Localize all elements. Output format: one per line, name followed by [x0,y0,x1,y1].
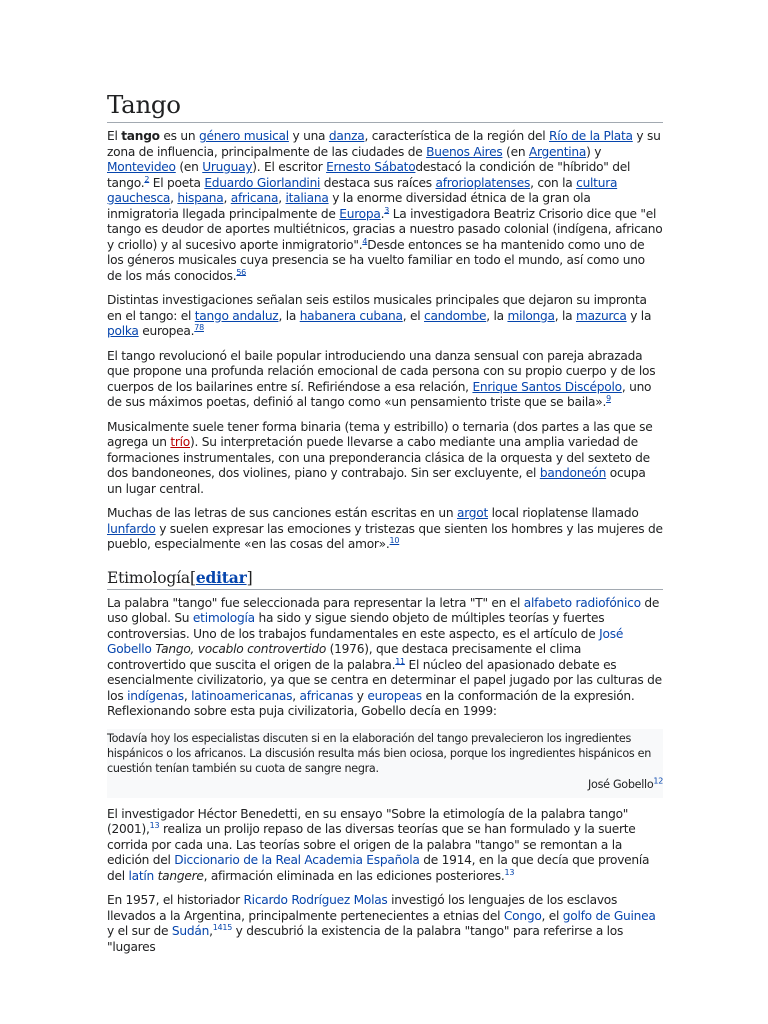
link-candombe[interactable]: candombe [424,308,487,323]
link-europeas[interactable]: europeas [367,688,422,703]
link-afrorioplatenses[interactable]: afrorioplatenses [435,175,531,190]
reference-link[interactable]: 78 [194,322,204,332]
link-eduardo-giorlandini[interactable]: Eduardo Giorlandini [204,175,321,190]
quote-attribution: José Gobello$^{12}$ [588,775,663,791]
link-ricardo-rodriguez-molas[interactable]: Ricardo Rodríguez Molas [243,893,388,907]
link-alfabeto-radiofonico[interactable]: alfabeto radiofónico [523,595,641,610]
etymology-paragraph-1: La palabra "tango" fue seleccionada para representar la letra "T" en el alfabeto radiofónico de uso global. Su etimología ha sido y sigue siendo objeto de múltiples teorías y fuertes controversias. Uno de los trabajos fundamentales en este aspecto, es el artículo de José Gobello Tango, vocablo controvertido (1976), que destaca precisamente el clima controvertido que suscita el origen de la palabra.$^{11}$ El núcleo del apasionado debate es esencialmente civilizatorio, ya que se centra en determinar el papel jugado por las culturas de los indígenas, latinoamericanas, africanas y europeas en la conformación de la expresión. Reflexionando sobre esta puja civilizatoria, Gobello decía en 1999: [107,595,662,718]
form-paragraph: Musicalmente suele tener forma binaria (tema y estribillo) o ternaria (dos partes a las que se agrega un trío). Su interpretación puede llevarse a cabo mediante una amplia variedad de formaciones instrumentales, con una preponderancia clásica de la orquesta y del sexteto de dos bandoneones, dos violines, piano y contrabajo. Sin ser excluyente, el bandoneón ocupa un lugar central. [107,419,653,496]
link-montevideo[interactable]: Montevideo [107,160,176,174]
link-cultura-gauchesca[interactable]: cultura gauchesca [107,175,618,205]
edit-section-link[interactable]: editar [195,567,247,587]
link-uruguay[interactable]: Uruguay [202,160,253,174]
reference-link[interactable]: 10 [389,535,400,545]
reference-link[interactable]: 1415 [212,922,233,932]
reference-link[interactable]: 11 [395,656,405,666]
etymology-paragraph-3: En 1957, el historiador Ricardo Rodríguez Molas investigó los lenguajes de los esclavos llevados a la Argentina, principalmente pertenecientes a etnias del Congo, el golfo de Guinea y el sur de Sudán,$^{1415}$ y descubrió la existencia de la palabra "tango" para referirse a los "lugares [107,893,656,954]
link-golfo-de-guinea[interactable]: golfo de Guinea [562,908,656,923]
link-habanera-cubana[interactable]: habanera cubana [299,308,403,323]
link-danza[interactable]: danza [328,129,365,143]
link-italiana[interactable]: italiana [285,191,329,205]
reference-link[interactable]: 13 [149,820,160,830]
link-polka[interactable]: polka [107,324,139,338]
link-etimologia[interactable]: etimología [192,611,255,625]
link-bandoneon[interactable]: bandoneón [539,466,607,480]
reference-link[interactable]: 13 [504,867,515,877]
link-jose-gobello[interactable]: José Gobello [107,626,624,656]
link-lunfardo[interactable]: lunfardo [107,521,156,536]
intro-paragraph: El tango es un género musical y una danza, característica de la región del Río de la Plata y su zona de influencia, principalmente de las ciudades de Buenos Aires (en Argentina) y Montevideo (en Uruguay). El escritor Ernesto Sábatodestacó la condición de "híbrido" del tango.$^2$ El poeta Eduardo Giorlandini destaca sus raíces afrorioplatenses, con la cultura gauchesca, hispana, africana, italiana y la enorme diversidad étnica de la gran ola inmigratoria llegada principalmente de Europa.$^3$ La investigadora Beatriz Crisorio dice que "el tango es deudor de aportes multiétnicos, gracias a nuestro pasado colonial (indígena, africano y criollo) y al sucesivo aporte inmigratorio".$^4$Desde entonces se ha mantenido como uno de los géneros musicales cuya presencia se ha vuelto familiar en todo el mundo, así como uno de los más conocidos.$^{56}$ [107,129,663,283]
page-title: Tango [107,88,663,123]
link-ernesto-sabato[interactable]: Ernesto Sábato [326,160,416,174]
reference-link[interactable]: 3 [384,205,390,215]
reference-link[interactable]: 56 [236,267,247,277]
quote-text: Todavía hoy los especialistas discuten si en la elaboración del tango prevalecieron los ingredientes hispánicos o los africanos. La discusión resulta más bien ociosa, porque los ingredientes hispánicos en cuestión tenían también su cuota de sangre negra. [107,731,652,775]
article [107,88,663,964]
lyrics-paragraph: Muchas de las letras de sus canciones están escritas en un argot local rioplatense llamado lunfardo y suelen expresar las emociones y tristezas que sienten los hombres y las mujeres de pueblo, especialmente «en las cosas del amor».$^{10}$ [107,506,663,551]
section-heading-etimologia: Etimología[editar] [107,567,663,590]
link-enrique-santos-discepolo[interactable]: Enrique Santos Discépolo [472,379,622,394]
link-africanas[interactable]: africanas [299,688,354,703]
link-diccionario-rae[interactable]: Diccionario de la Real Academia Española [174,853,420,867]
link-indigenas[interactable]: indígenas [127,688,184,703]
reference-link[interactable]: 4 [362,236,368,246]
reference-link[interactable]: 9 [606,393,611,403]
dance-paragraph: El tango revolucionó el baile popular introduciendo una danza sensual con pareja abrazada que propone una profunda relación emocional de cada persona con su propio cuerpo y de los cuerpos de los bailarines entre sí. Refiriéndose a esa relación, Enrique Santos Discépolo, uno de sus máximos poetas, definió al tango como «un pensamiento triste que se baila».$^9$ [107,348,656,409]
etymology-paragraph-2: El investigador Héctor Benedetti, en su ensayo "Sobre la etimología de la palabra tango" (2001),$^{13}$ realiza un prolijo repaso de las diversas teorías que se han formulado y la suerte corrida por cada una. Las teorías sobre el origen de la palabra "tango" se remontan a la edición del Diccionario de la Real Academia Española de 1914, en la que decía que provenía del latín tangere, afirmación eliminada en las ediciones posteriores.$^{13}$ [107,806,650,883]
link-tango-andaluz[interactable]: tango andaluz [194,308,279,323]
link-argot[interactable]: argot [456,506,488,520]
link-latinoamericanas[interactable]: latinoamericanas [191,688,293,703]
gobello-quote [107,729,663,798]
link-milonga[interactable]: milonga [507,308,555,323]
link-sudan[interactable]: Sudán [171,924,210,938]
link-hispana[interactable]: hispana [177,191,224,205]
link-buenos-aires[interactable]: Buenos Aires [426,144,503,159]
link-congo[interactable]: Congo [503,908,542,923]
reference-link[interactable]: 2 [144,174,150,184]
link-mazurca[interactable]: mazurca [575,308,627,323]
link-africana[interactable]: africana [230,191,279,205]
link-genero-musical[interactable]: género musical [198,129,289,143]
styles-paragraph: Distintas investigaciones señalan seis estilos musicales principales que dejaron su impronta en el tango: el tango andaluz, la habanera cubana, el candombe, la milonga, la mazurca y la polka europea.$^{78}$ [107,293,652,338]
link-europa[interactable]: Europa [339,206,381,221]
link-argentina[interactable]: Argentina [528,144,587,159]
link-rio-de-la-plata[interactable]: Río de la Plata [549,129,633,143]
link-latin[interactable]: latín [128,868,154,883]
reference-link[interactable]: 12 [653,775,663,785]
link-trio[interactable]: trío [170,435,190,449]
